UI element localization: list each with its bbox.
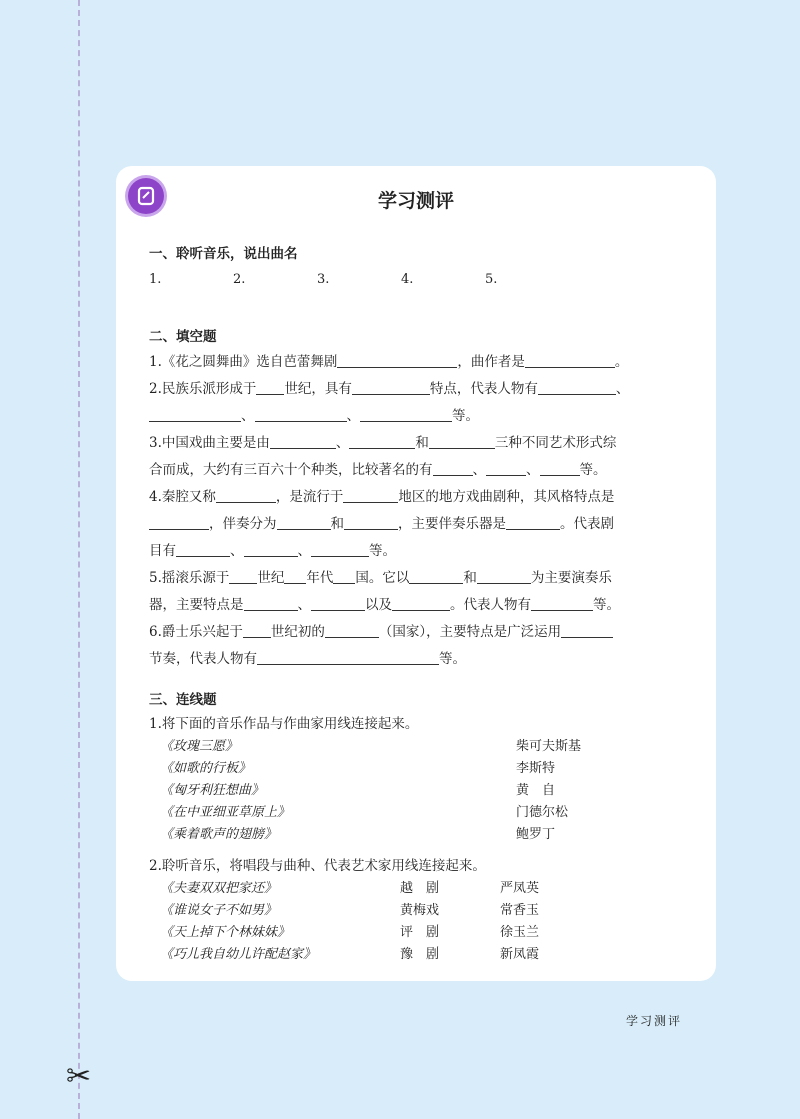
question-3 (149, 430, 709, 457)
question-text: 等。 (369, 543, 396, 559)
answer-blank[interactable] (149, 406, 241, 422)
question-5 (149, 565, 709, 592)
cut-line (78, 0, 80, 1119)
answer-blank[interactable] (176, 541, 230, 557)
question-text: 年代 (306, 570, 334, 586)
work-title[interactable]: 《匈牙利狂想曲》 (160, 783, 265, 798)
question-text: 为主要演奏乐 (530, 570, 612, 586)
answer-blank[interactable] (257, 649, 439, 665)
answer-blank[interactable] (477, 568, 531, 584)
artist-name[interactable]: 徐玉兰 (500, 925, 540, 940)
answer-blank[interactable] (561, 622, 613, 638)
composer-name[interactable]: 黄 自 (516, 783, 556, 798)
work-title[interactable]: 《乘着歌声的翅膀》 (160, 827, 278, 842)
scissors-icon: ✂ (66, 1059, 92, 1094)
opera-genre[interactable]: 黄梅戏 (400, 903, 440, 918)
answer-blank[interactable] (352, 379, 430, 395)
question-text: 、 (472, 462, 486, 478)
opera-genre[interactable]: 越 剧 (400, 881, 440, 896)
answer-blank[interactable] (337, 352, 457, 368)
answer-numbers (149, 272, 569, 287)
question-text: 3.中国戏曲主要是由 (149, 435, 270, 451)
question-2 (149, 376, 709, 403)
answer-blank[interactable] (392, 595, 450, 611)
answer-blank[interactable] (229, 568, 257, 584)
question-text: 目有 (149, 543, 176, 559)
opera-genre[interactable]: 豫 剧 (400, 947, 440, 962)
question-text: 器，主要特点是 (149, 597, 244, 613)
question-text: 、 (297, 597, 311, 613)
question-text: 世纪，具有 (284, 381, 352, 397)
answer-blank[interactable] (244, 541, 298, 557)
aria-title[interactable]: 《巧儿我自幼儿许配赵家》 (160, 947, 317, 962)
answer-blank[interactable] (244, 595, 298, 611)
page-footer: 学习测评 (626, 1014, 683, 1028)
question-text: 6.爵士乐兴起于 (149, 624, 243, 640)
question-text: 世纪初的 (270, 624, 325, 640)
answer-blank[interactable] (333, 568, 355, 584)
answer-number: 2. (233, 272, 246, 287)
question-6 (149, 619, 709, 646)
question-text: 和 (330, 516, 344, 532)
artist-name[interactable]: 严凤英 (500, 881, 540, 896)
answer-blank[interactable] (409, 568, 463, 584)
question-4 (149, 484, 709, 511)
question-text (149, 592, 709, 619)
answer-number: 1. (149, 272, 162, 287)
composer-name[interactable]: 李斯特 (516, 761, 556, 776)
question-text (149, 646, 709, 673)
question-text: 4.秦腔又称 (149, 489, 216, 505)
question-text: 等。 (579, 462, 607, 478)
fill-in-questions (149, 349, 709, 673)
section-2-heading: 二、填空题 (149, 329, 217, 345)
answer-blank[interactable] (360, 406, 452, 422)
question-text: 等。 (452, 408, 479, 424)
answer-blank[interactable] (349, 433, 415, 449)
answer-blank[interactable] (277, 514, 331, 530)
question-text: 。代表剧 (560, 516, 614, 532)
answer-blank[interactable] (243, 622, 271, 638)
answer-number: 5. (485, 272, 498, 287)
question-text: （国家），主要特点是广泛运用 (378, 624, 562, 640)
answer-blank[interactable] (149, 514, 209, 530)
question-text: 、 (526, 462, 540, 478)
answer-blank[interactable] (256, 379, 284, 395)
work-title[interactable]: 《如歌的行板》 (160, 761, 252, 776)
artist-name[interactable]: 常香玉 (500, 903, 540, 918)
answer-blank[interactable] (270, 433, 336, 449)
question-text: 节奏，代表人物有 (149, 651, 257, 667)
answer-blank[interactable] (343, 487, 398, 503)
answer-blank[interactable] (433, 460, 473, 476)
composer-name[interactable]: 鲍罗丁 (516, 827, 556, 842)
answer-blank[interactable] (538, 379, 616, 395)
answer-blank[interactable] (525, 352, 615, 368)
assessment-card (116, 166, 716, 981)
question-text: ，曲作者是 (457, 354, 525, 370)
section-3-heading: 三、连线题 (149, 692, 217, 708)
question-text: 等。 (593, 597, 620, 613)
composer-name[interactable]: 柴可夫斯基 (516, 739, 582, 754)
question-text: 。 (614, 354, 629, 370)
answer-number: 4. (401, 272, 414, 287)
question-text: ，是流行于 (275, 489, 344, 505)
answer-blank[interactable] (506, 514, 560, 530)
opera-genre[interactable]: 评 剧 (400, 925, 440, 940)
answer-blank[interactable] (429, 433, 495, 449)
question-text (149, 403, 709, 430)
matching-question-1: 1.将下面的音乐作品与作曲家用线连接起来。 (149, 716, 419, 732)
question-text: 。代表人物有 (450, 597, 531, 613)
question-text (149, 538, 709, 565)
question-text: 5.摇滚乐源于 (149, 570, 230, 586)
question-text: 三种不同艺术形式综 (494, 435, 617, 451)
matching-question-2: 2.聆听音乐，将唱段与曲种、代表艺术家用线连接起来。 (149, 858, 486, 874)
question-text: 地区的地方戏曲剧种，其风格特点是 (398, 489, 615, 505)
question-text: 、 (346, 408, 360, 424)
question-text: 以及 (365, 597, 392, 613)
question-text: 、 (335, 435, 350, 451)
answer-blank[interactable] (284, 568, 306, 584)
question-text: 、 (297, 543, 311, 559)
answer-blank[interactable] (311, 595, 365, 611)
question-text: 、 (615, 381, 630, 397)
question-text: 2.民族乐派形成于 (149, 381, 257, 397)
answer-blank[interactable] (311, 541, 369, 557)
answer-blank[interactable] (325, 622, 379, 638)
aria-title[interactable]: 《天上掉下个林妹妹》 (160, 925, 291, 940)
answer-blank[interactable] (540, 460, 580, 476)
aria-title[interactable]: 《谁说女子不如男》 (160, 903, 278, 918)
answer-number: 3. (317, 272, 330, 287)
question-text (149, 457, 709, 484)
answer-blank[interactable] (531, 595, 593, 611)
question-text: 和 (463, 570, 477, 586)
aria-title[interactable]: 《夫妻双双把家还》 (160, 881, 278, 896)
question-text: 世纪 (257, 570, 285, 586)
work-title[interactable]: 《在中亚细亚草原上》 (160, 805, 291, 820)
question-text: 、 (241, 408, 255, 424)
composer-name[interactable]: 门德尔松 (516, 805, 569, 820)
artist-name[interactable]: 新凤霞 (500, 947, 540, 962)
answer-blank[interactable] (486, 460, 526, 476)
question-text: 国。它以 (355, 570, 410, 586)
question-text: 1.《花之圆舞曲》选自芭蕾舞剧 (149, 354, 338, 370)
question-text: 和 (415, 435, 429, 451)
section-1-heading: 一、聆听音乐，说出曲名 (149, 246, 298, 262)
question-text: ，伴奏分为 (209, 516, 277, 532)
question-text: 特点，代表人物有 (429, 381, 538, 397)
question-text (149, 511, 709, 538)
work-title[interactable]: 《玫瑰三愿》 (160, 739, 239, 754)
question-text: 合而成，大约有三百六十个种类，比较著名的有 (149, 462, 433, 478)
question-1 (149, 349, 709, 376)
question-text: 、 (230, 543, 244, 559)
question-text: ，主要伴奏乐器是 (398, 516, 506, 532)
page-title: 学习测评 (377, 190, 454, 212)
answer-blank[interactable] (344, 514, 398, 530)
answer-blank[interactable] (255, 406, 347, 422)
question-text: 等。 (439, 651, 466, 667)
answer-blank[interactable] (216, 487, 276, 503)
